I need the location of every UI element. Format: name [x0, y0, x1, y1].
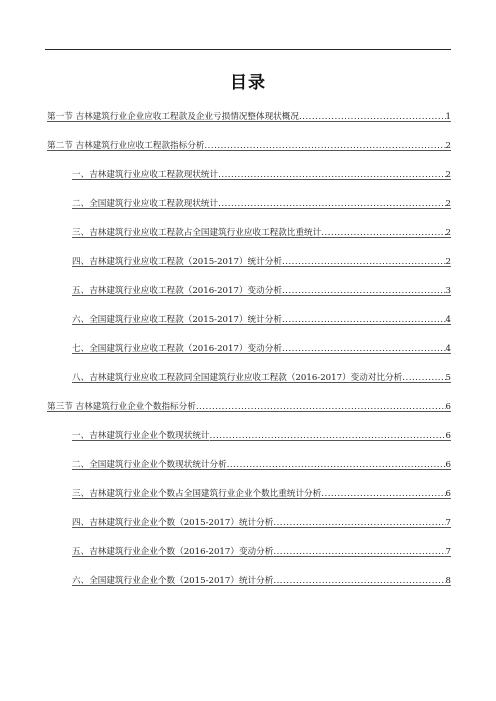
- toc-page-number: 6: [445, 402, 451, 412]
- toc-dot-leader: [218, 168, 445, 182]
- toc-page-number: 2: [445, 228, 451, 238]
- toc-entry-text: 第三节 吉林建筑行业企业个数指标分析: [47, 402, 196, 412]
- toc-page-number: 6: [445, 460, 451, 470]
- toc-entry-text: 三、吉林建筑行业应收工程款占全国建筑行业应收工程款比重统计: [72, 228, 322, 238]
- toc-entry-text: 第二节 吉林建筑行业应收工程款指标分析: [47, 141, 205, 151]
- toc-subsection-link[interactable]: [47, 255, 451, 284]
- toc-subsection-link[interactable]: [47, 197, 451, 226]
- toc-entry-text: 一、吉林建筑行业应收工程款现状统计: [72, 170, 219, 180]
- toc-dot-leader: [204, 139, 445, 153]
- toc-entry-text: 七、全国建筑行业应收工程款（2016-2017）变动分析: [72, 344, 282, 354]
- toc-page-number: 3: [445, 286, 451, 296]
- toc-entry-text: 一、吉林建筑行业企业个数现状统计: [72, 431, 210, 441]
- toc-section-link[interactable]: [47, 400, 451, 429]
- toc-page-number: 2: [445, 170, 451, 180]
- toc-entry-text: 八、吉林建筑行业应收工程款同全国建筑行业应收工程款（2016-2017）变动对比分析: [72, 373, 403, 383]
- toc-entry-text: 三、吉林建筑行业企业个数占全国建筑行业企业个数比重统计分析: [72, 489, 322, 499]
- toc-dot-leader: [282, 255, 446, 269]
- toc-page-number: 2: [445, 141, 451, 151]
- toc-entry-text: 第一节 吉林建筑行业企业应收工程款及企业亏损情况整体现状概况: [47, 112, 299, 122]
- toc-dot-leader: [321, 226, 445, 240]
- toc-page-number: 5: [445, 373, 451, 383]
- toc-subsection-link[interactable]: [47, 371, 451, 400]
- toc-subsection-link[interactable]: [47, 516, 451, 545]
- toc-entry-text: 六、全国建筑行业企业个数（2015-2017）统计分析: [72, 576, 274, 586]
- toc-subsection-link[interactable]: [47, 429, 451, 458]
- toc-dot-leader: [273, 516, 445, 530]
- toc-page-number: 8: [445, 576, 451, 586]
- toc-dot-leader: [227, 458, 446, 472]
- toc-page-number: 6: [445, 489, 451, 499]
- toc-page-number: 1: [445, 112, 451, 122]
- toc-subsection-link[interactable]: [47, 487, 451, 516]
- toc-subsection-link[interactable]: [47, 226, 451, 255]
- toc-dot-leader: [321, 487, 445, 501]
- toc-page-number: 4: [445, 344, 451, 354]
- toc-subsection-link[interactable]: [47, 284, 451, 313]
- toc-page-number: 7: [445, 547, 451, 557]
- toc-page-number: 6: [445, 431, 451, 441]
- toc-dot-leader: [402, 371, 445, 385]
- toc-entry-text: 四、吉林建筑行业企业个数（2015-2017）统计分析: [72, 518, 274, 528]
- toc-entry-text: 六、全国建筑行业应收工程款（2015-2017）统计分析: [72, 315, 282, 325]
- toc-entry-text: 五、吉林建筑行业企业个数（2016-2017）变动分析: [72, 547, 274, 557]
- toc-entry-text: 二、全国建筑行业企业个数现状统计分析: [72, 460, 227, 470]
- table-of-contents: [47, 110, 451, 603]
- toc-dot-leader: [196, 400, 446, 414]
- toc-subsection-link[interactable]: [47, 574, 451, 603]
- toc-dot-leader: [282, 284, 446, 298]
- toc-subsection-link[interactable]: [47, 313, 451, 342]
- toc-dot-leader: [210, 429, 446, 443]
- toc-entry-text: 四、吉林建筑行业应收工程款（2015-2017）统计分析: [72, 257, 282, 267]
- toc-entry-text: 二、全国建筑行业应收工程款现状统计: [72, 199, 219, 209]
- toc-subsection-link[interactable]: [47, 342, 451, 371]
- toc-page-number: 2: [445, 199, 451, 209]
- toc-page-number: 7: [445, 518, 451, 528]
- toc-title: 目录: [230, 73, 266, 93]
- toc-page-number: 2: [445, 257, 451, 267]
- toc-section-link[interactable]: [47, 110, 451, 139]
- toc-section-link[interactable]: [47, 139, 451, 168]
- toc-dot-leader: [218, 197, 445, 211]
- toc-subsection-link[interactable]: [47, 168, 451, 197]
- toc-subsection-link[interactable]: [47, 545, 451, 574]
- toc-dot-leader: [273, 545, 445, 559]
- toc-subsection-link[interactable]: [47, 458, 451, 487]
- header-rule: [45, 49, 451, 50]
- toc-dot-leader: [299, 110, 446, 124]
- toc-dot-leader: [273, 574, 445, 588]
- toc-dot-leader: [282, 313, 446, 327]
- toc-page-number: 4: [445, 315, 451, 325]
- toc-entry-text: 五、吉林建筑行业应收工程款（2016-2017）变动分析: [72, 286, 282, 296]
- toc-dot-leader: [282, 342, 446, 356]
